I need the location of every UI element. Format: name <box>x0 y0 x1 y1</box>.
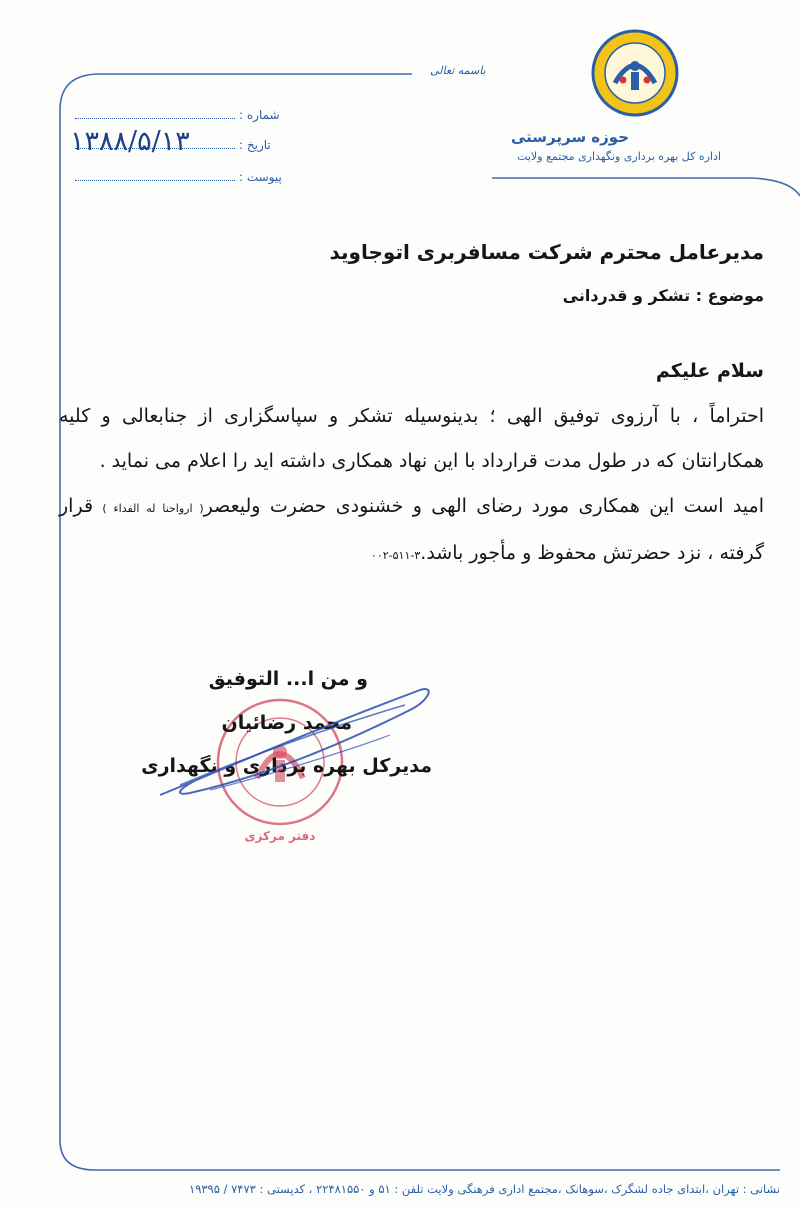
paragraph-2-paren: ( ارواحنا له الفداء ) <box>102 502 204 515</box>
basmala: باسمه تعالی <box>430 64 486 77</box>
recipient: مدیرعامل محترم شرکت مسافربری اتوجاوید <box>329 240 764 264</box>
stamp-caption: دفتر مرکزی <box>244 829 316 843</box>
org-subtitle: اداره کل بهره برداری ونگهداری مجتمع ولایت <box>517 150 721 163</box>
signer-name: محمد رضائیان <box>221 712 352 734</box>
paragraph-2-end: قرار گرفته ، نزد حضرتش محفوظ و مأجور باشد. <box>59 495 764 564</box>
org-title: حوزه سرپرستی <box>510 128 630 146</box>
attachment-label: پیوست : <box>239 170 282 184</box>
letter-body <box>59 394 764 578</box>
number-label: شماره : <box>239 108 280 122</box>
handwritten-signature-icon <box>150 665 440 815</box>
foundation-logo-icon <box>590 28 680 118</box>
subject: موضوع : تشکر و قدردانی <box>562 286 764 305</box>
greeting: سلام علیکم <box>655 360 764 382</box>
attachment-dots <box>75 172 235 181</box>
attachment-row <box>75 170 282 184</box>
date-label: تاریخ : <box>239 138 271 152</box>
date-value: ۱۳۸۸/۵/۱۳ <box>70 126 190 157</box>
footer-address: نشانی : تهران ،ابتدای جاده لشگرک ،سوهانک ،مجتمع اداری فرهنگی ولایت تلفن : ۵۱ و ۲۲۴۸۱۵۵۰ ، کدپستی : ۷۴۷۳ / ۱۹۳۹۵ <box>189 1182 780 1196</box>
closing-line: و من ا... التوفیق <box>208 668 368 690</box>
paragraph-2-text: امید است این همکاری مورد رضای الهی و خشنودی حضرت ولیعصر <box>203 495 764 517</box>
signer-position: مدیرکل بهره برداری و نگهداری <box>141 755 432 777</box>
number-dots <box>75 110 235 119</box>
paragraph-2 <box>59 484 764 578</box>
reference-code: ۳-۵۱۱-۰۰۲ <box>370 549 421 562</box>
paragraph-1: احتراماً ، با آرزوی توفیق الهی ؛ بدینوسیله تشکر و سپاسگزاری از جنابعالی و کلیه همکارانتان که در طول مدت قرارداد با این نهاد همکاری داشته اید را اعلام می نماید . <box>59 405 764 472</box>
number-row <box>75 108 280 122</box>
